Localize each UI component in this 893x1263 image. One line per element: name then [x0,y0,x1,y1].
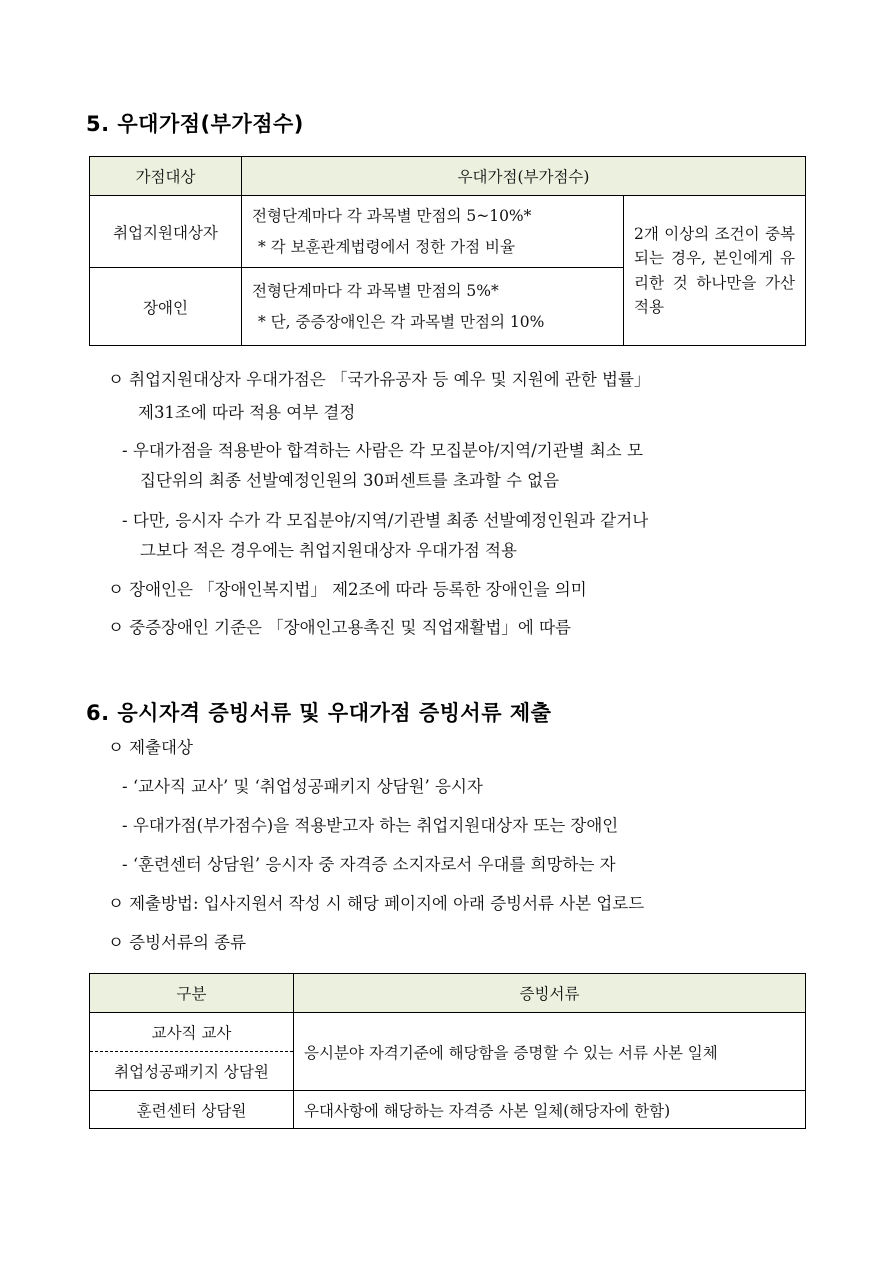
list-item: ㅇ 장애인은 「장애인복지법」 제2조에 따라 등록한 장애인을 의미 [108,580,587,599]
table-header-type: 구분 [90,974,294,1013]
table-cell-desc [242,196,624,268]
bonus-desc: 전형단계마다 각 과목별 만점의 5~10%* [252,207,532,226]
table-cell-desc [242,268,624,346]
table-cell-type: 교사직 교사 [90,1013,294,1052]
section-6-heading: 6. 응시자격 증빙서류 및 우대가점 증빙서류 제출 [86,701,552,725]
list-item-continuation: 집단위의 최종 선발예정인원의 30퍼센트를 초과할 수 없음 [140,471,560,490]
bonus-note: * 각 보훈관계법령에서 정한 가점 비율 [258,237,515,256]
table-header-points: 우대가점(부가점수) [242,157,806,196]
bonus-points-table [89,156,806,346]
section-5-heading: 5. 우대가점(부가점수) [86,112,304,136]
table-cell-docs: 우대사항에 해당하는 자격증 사본 일체(해당자에 한함) [294,1091,806,1129]
list-subitem: - ‘훈련센터 상담원’ 응시자 중 자격증 소지자로서 우대를 희망하는 자 [122,855,616,874]
list-item: ㅇ 증빙서류의 종류 [108,933,247,952]
merged-condition-note: 2개 이상의 조건이 중복되는 경우, 본인에게 유리한 것 하나만을 가산 적용 [624,196,806,346]
list-item-continuation: 그보다 적은 경우에는 취업지원대상자 우대가점 적용 [140,541,517,560]
list-item: ㅇ 제출방법: 입사지원서 작성 시 해당 페이지에 아래 증빙서류 사본 업로드 [108,894,645,913]
list-item-continuation: 제31조에 따라 적용 여부 결정 [138,403,356,422]
list-subitem: - 다만, 응시자 수가 각 모집분야/지역/기관별 최종 선발예정인원과 같거나 [122,511,649,530]
documents-table [89,973,806,1129]
list-subitem: - 우대가점을 적용받아 합격하는 사람은 각 모집분야/지역/기관별 최소 모 [122,441,643,460]
list-item: ㅇ 중증장애인 기준은 「장애인고용촉진 및 직업재활법」에 따름 [108,618,571,637]
list-subitem: - 우대가점(부가점수)을 적용받고자 하는 취업지원대상자 또는 장애인 [122,816,619,835]
list-subitem: - ‘교사직 교사’ 및 ‘취업성공패키지 상담원’ 응시자 [122,777,483,796]
list-item: ㅇ 취업지원대상자 우대가점은 「국가유공자 등 예우 및 지원에 관한 법률」 [108,370,651,389]
merged-docs-cell: 응시분야 자격기준에 해당함을 증명할 수 있는 서류 사본 일체 [294,1013,806,1091]
list-item: ㅇ 제출대상 [108,738,193,757]
bonus-desc: 전형단계마다 각 과목별 만점의 5%* [252,282,499,301]
table-header-docs: 증빙서류 [294,974,806,1013]
bonus-note: * 단, 중증장애인은 각 과목별 만점의 10% [258,312,545,331]
table-header-target: 가점대상 [90,157,242,196]
table-cell-type: 훈련센터 상담원 [90,1091,294,1129]
table-cell-target: 취업지원대상자 [90,196,242,268]
table-cell-target: 장애인 [90,268,242,346]
table-cell-type: 취업성공패키지 상담원 [90,1052,294,1091]
